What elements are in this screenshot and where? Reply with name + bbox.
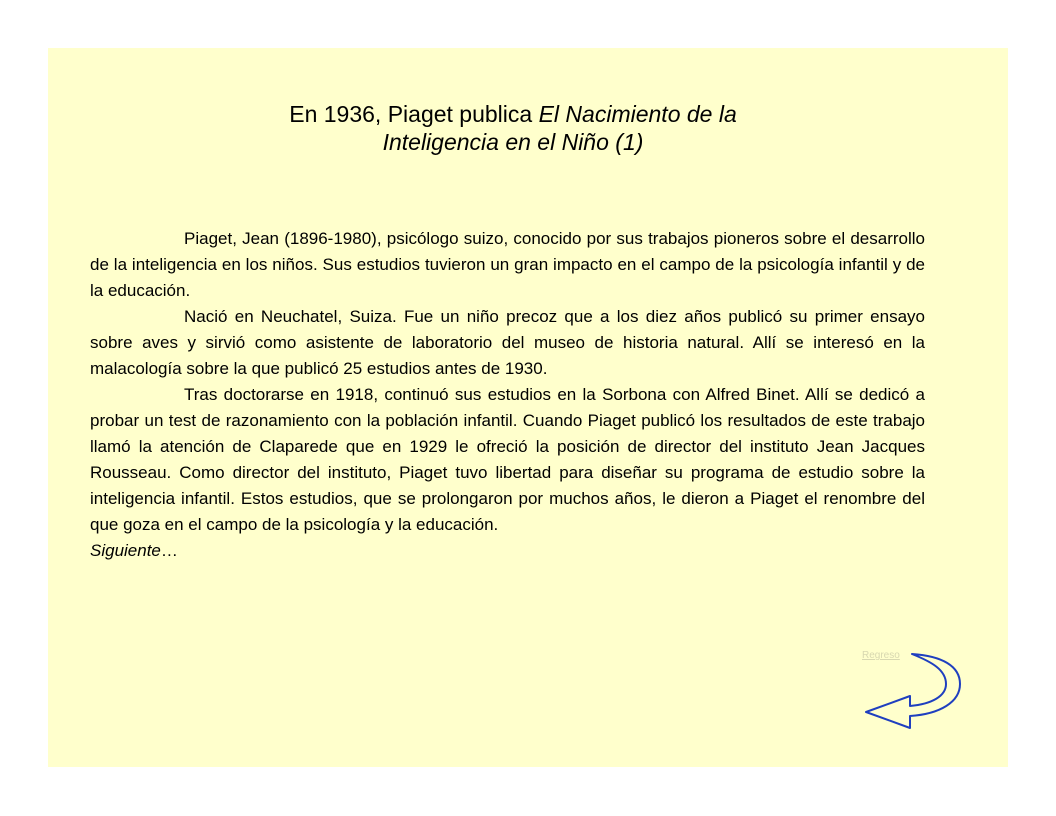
slide-title — [248, 100, 778, 156]
title-italic-line2: Inteligencia en el Niño (1) — [382, 129, 644, 155]
paragraph-1: Piaget, Jean (1896-1980), psicólogo suizo, conocido por sus trabajos pioneros sobre el desarrollo de la inteligencia en los niños. Sus estudios tuvieron un gran impacto en el campo de la psicología infantil y de la educación. — [90, 229, 925, 300]
next-link[interactable]: Siguiente — [90, 541, 161, 560]
title-plain: En 1936, Piaget publica — [289, 101, 539, 127]
slide-background — [48, 48, 1008, 767]
next-ellipsis: … — [160, 541, 178, 560]
title-italic-line1: El Nacimiento de la — [538, 101, 737, 127]
back-link-label[interactable]: Regreso — [862, 650, 900, 661]
back-arrow-icon[interactable] — [860, 648, 964, 748]
body-text — [90, 226, 925, 564]
paragraph-3: Tras doctorarse en 1918, continuó sus estudios en la Sorbona con Alfred Binet. Allí se dedicó a probar un test de razonamiento con la población infantil. Cuando Piaget publicó los resultados de este trabajo llamó la atención de Claparede que en 1929 le ofreció la posición de director del instituto Jean Jacques Rousseau. Como director del instituto, Piaget tuvo libertad para diseñar su programa de estudio sobre la inteligencia infantil. Estos estudios, que se prolongaron por muchos años, le dieron a Piaget el renombre del que goza en el campo de la psicología y la educación. — [90, 385, 925, 534]
back-arrow-shape — [866, 654, 960, 728]
next-link-line — [90, 538, 925, 564]
paragraph-2: Nació en Neuchatel, Suiza. Fue un niño precoz que a los diez años publicó su primer ensayo sobre aves y sirvió como asistente de laboratorio del museo de historia natural. Allí se interesó en la malacología sobre la que publicó 25 estudios antes de 1930. — [90, 307, 925, 378]
